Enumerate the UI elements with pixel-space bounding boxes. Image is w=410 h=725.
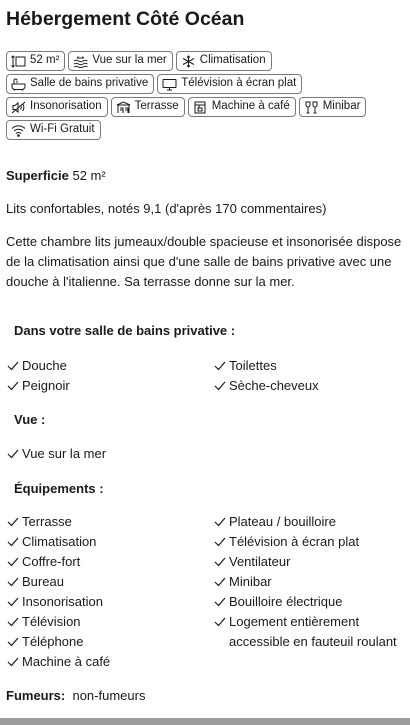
coffee-machine-icon	[193, 101, 208, 114]
chip-label: Minibar	[322, 100, 361, 113]
list-item	[7, 572, 207, 592]
check-icon	[7, 632, 22, 647]
list-item	[214, 552, 404, 572]
list-item-label: Insonorisation	[22, 594, 103, 609]
list-item-label: Bouilloire électrique	[229, 594, 343, 609]
page-title: Hébergement Côté Océan	[6, 8, 245, 30]
facility-chips	[6, 51, 404, 140]
list-item	[7, 592, 207, 612]
check-icon	[7, 532, 22, 547]
list-item	[214, 376, 404, 396]
check-icon	[214, 612, 229, 627]
view-list	[7, 444, 207, 464]
chip-free-wifi	[6, 120, 101, 140]
check-icon	[214, 532, 229, 547]
chip-label: Télévision à écran plat	[181, 77, 297, 90]
check-icon	[7, 612, 22, 627]
list-item	[214, 612, 404, 652]
list-item-label: Ventilateur	[229, 554, 291, 569]
smoking-policy	[6, 686, 402, 706]
list-item	[214, 532, 404, 552]
chip-label: Wi-Fi Gratuit	[30, 123, 95, 136]
list-item	[7, 376, 207, 396]
equipment-list-left	[7, 512, 207, 672]
chip-soundproofing	[6, 97, 108, 117]
check-icon	[7, 376, 22, 391]
check-icon	[7, 572, 22, 587]
snowflake-icon	[181, 55, 196, 68]
chip-air-conditioning	[176, 51, 272, 71]
check-icon	[7, 652, 22, 667]
equipment-list-right	[214, 512, 404, 652]
minibar-icon	[304, 101, 319, 114]
list-item-label: Sèche-cheveux	[229, 378, 319, 393]
check-icon	[7, 512, 22, 527]
list-item-label: Minibar	[229, 574, 272, 589]
chip-coffee-machine	[188, 97, 296, 117]
check-icon	[214, 376, 229, 391]
check-icon	[214, 512, 229, 527]
chip-sea-view	[68, 51, 172, 71]
chip-label: 52 m²	[30, 54, 60, 67]
floor-area-icon	[11, 55, 26, 68]
check-icon	[214, 552, 229, 567]
view-heading: Vue :	[14, 412, 46, 427]
chip-private-bathroom	[6, 74, 154, 94]
chip-label: Insonorisation	[30, 100, 102, 113]
list-item	[7, 444, 207, 464]
list-item-label: Machine à café	[22, 654, 111, 669]
list-item-label: Bureau	[22, 574, 64, 589]
check-icon	[214, 356, 229, 371]
check-icon	[214, 592, 229, 607]
chip-label: Machine à café	[211, 100, 290, 113]
room-size-value: 52 m²	[72, 168, 106, 183]
list-item-label: Terrasse	[22, 514, 72, 529]
check-icon	[214, 572, 229, 587]
list-item-label: Plateau / bouilloire	[229, 514, 336, 529]
list-item-label: Téléphone	[22, 634, 84, 649]
list-item	[7, 532, 207, 552]
check-icon	[7, 552, 22, 567]
check-icon	[7, 592, 22, 607]
chip-minibar	[299, 97, 367, 117]
list-item-label: Logement entièrement accessible en fauteuil roulant	[229, 614, 397, 649]
chip-floor-area	[6, 51, 65, 71]
soundproof-icon	[11, 101, 26, 114]
list-item	[214, 512, 404, 532]
list-item	[7, 632, 207, 652]
chip-terrace	[111, 97, 185, 117]
tv-icon	[162, 78, 177, 91]
chip-flat-tv	[157, 74, 302, 94]
list-item	[7, 612, 207, 632]
list-item	[214, 356, 404, 376]
list-item-label: Télévision à écran plat	[229, 534, 360, 549]
list-item	[7, 356, 207, 376]
list-item-label: Vue sur la mer	[22, 446, 107, 461]
list-item	[7, 652, 207, 672]
list-item-label: Peignoir	[22, 378, 70, 393]
list-item	[214, 572, 404, 592]
chip-label: Terrasse	[134, 100, 179, 113]
list-item-label: Climatisation	[22, 534, 97, 549]
chip-label: Climatisation	[199, 54, 266, 67]
beds-rating: Lits confortables, notés 9,1 (d'après 170 commentaires)	[6, 201, 327, 216]
list-item-label: Coffre-fort	[22, 554, 81, 569]
sea-view-icon	[73, 55, 88, 68]
bathroom-list-right	[214, 356, 404, 396]
smoking-value: non-fumeurs	[72, 688, 146, 703]
smoking-label: Fumeurs:	[6, 688, 66, 703]
list-item	[7, 552, 207, 572]
check-icon	[7, 356, 22, 371]
list-item-label: Douche	[22, 358, 67, 373]
room-description: Cette chambre lits jumeaux/double spacieuse et insonorisée dispose de la climatisation ainsi que d'une salle de bains privative avec une douche à l'italienne. Sa terrasse donne sur la mer.	[6, 234, 402, 289]
terrace-icon	[116, 101, 131, 114]
bathroom-heading: Dans votre salle de bains privative :	[14, 323, 236, 338]
chip-label: Salle de bains privative	[30, 77, 149, 90]
room-size-label: Superficie	[6, 168, 69, 183]
wifi-icon	[11, 124, 26, 137]
bathtub-icon	[11, 78, 26, 91]
chip-label: Vue sur la mer	[92, 54, 167, 67]
list-item-label: Toilettes	[229, 358, 277, 373]
bottom-edge	[0, 718, 410, 725]
check-icon	[7, 444, 22, 459]
list-item	[7, 512, 207, 532]
list-item-label: Télévision	[22, 614, 81, 629]
list-item	[214, 592, 404, 612]
room-size	[6, 166, 402, 186]
bathroom-list-left	[7, 356, 207, 396]
equipment-heading: Équipements :	[14, 481, 104, 496]
